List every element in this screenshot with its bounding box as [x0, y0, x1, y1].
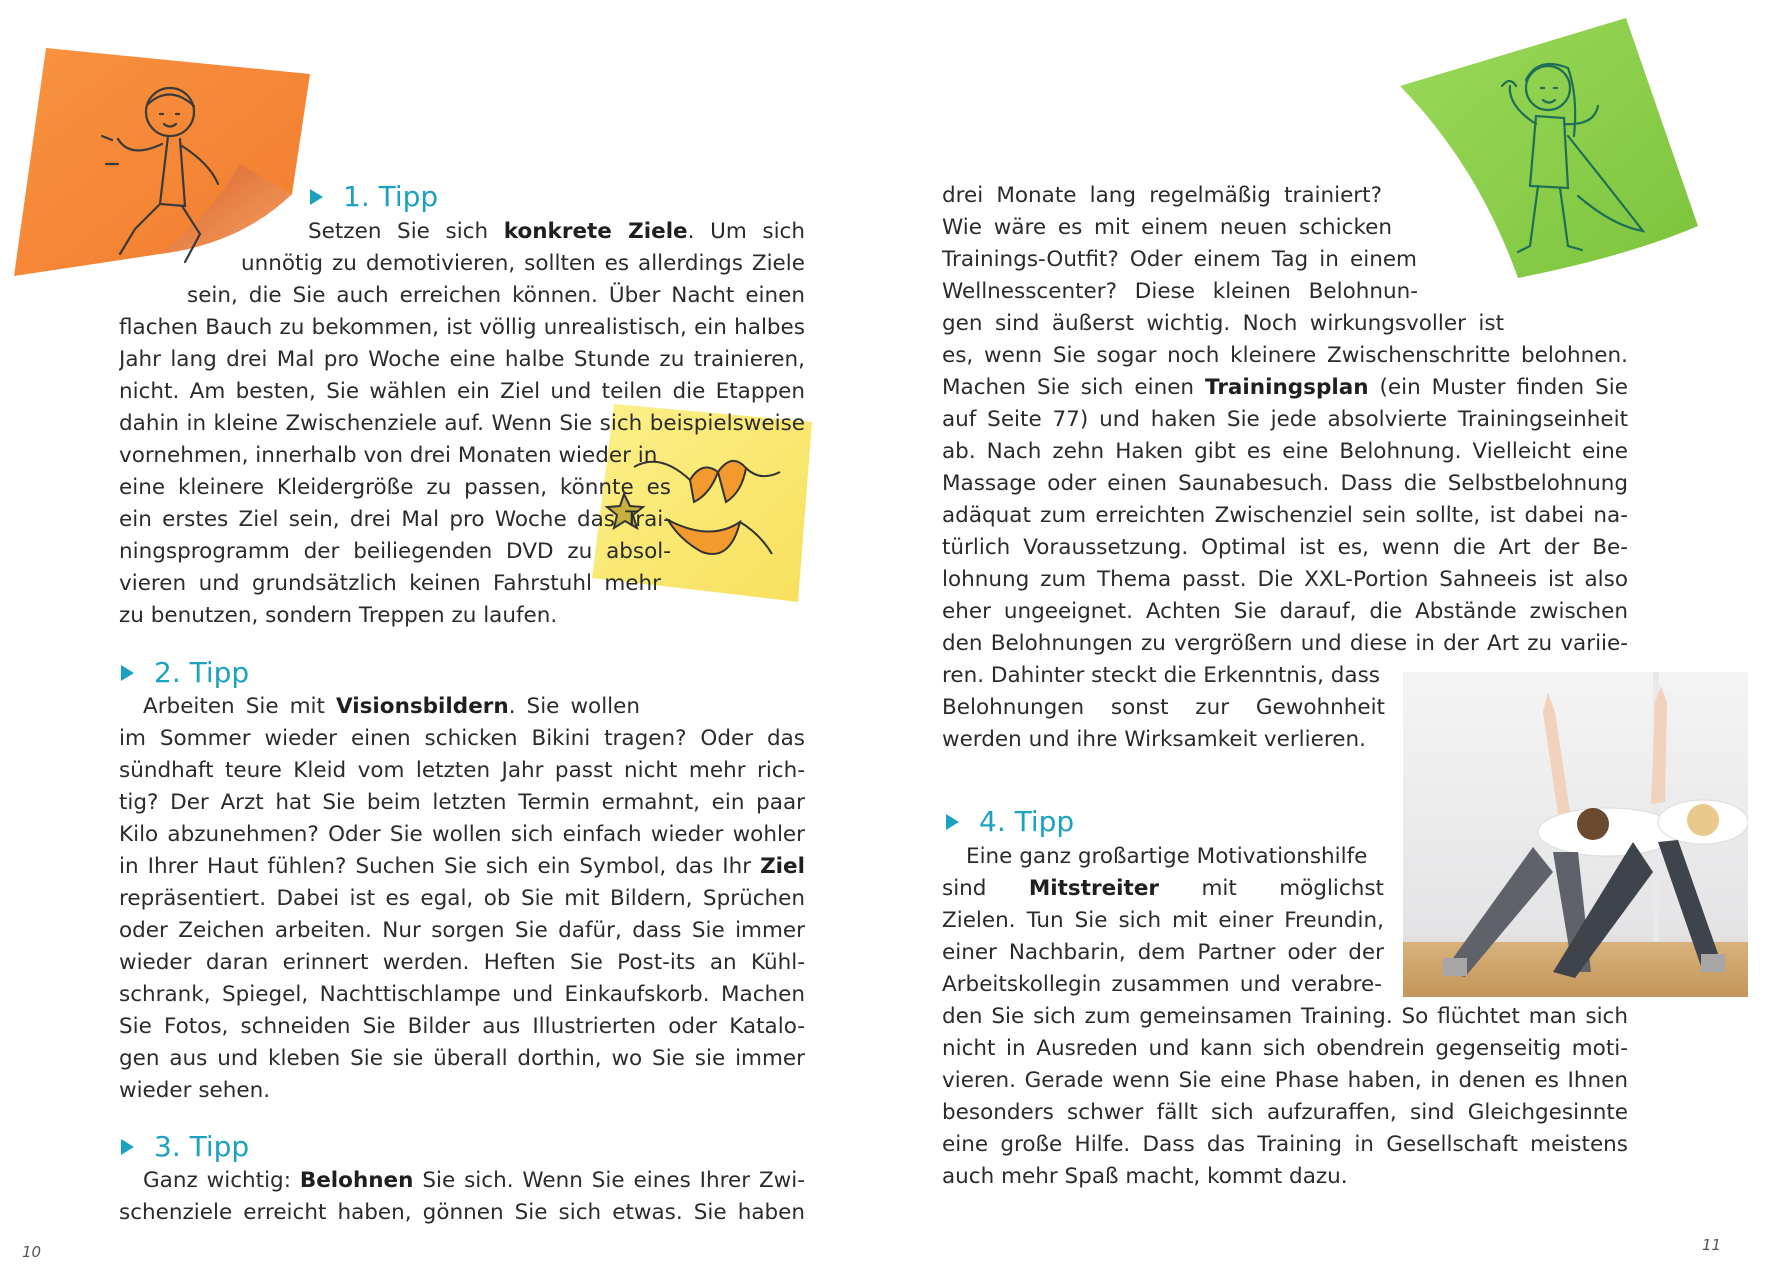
tipp3-cont-line-7: Machen Sie sich einen Trainingsplan (ein Muster finden Sie	[942, 375, 1628, 400]
tipp2-line-9: wieder daran erinnert werden. Heften Sie Post-its an Kühl-	[119, 950, 805, 975]
tipp3-cont-line-18: werden und ihre Wirksamkeit verlieren.	[942, 727, 1366, 752]
tipp1-line-4: flachen Bauch zu bekommen, ist völlig unrealistisch, ein halbes	[119, 315, 805, 340]
tipp1-line-13: zu benutzen, sondern Treppen zu laufen.	[119, 603, 558, 628]
tipp3-cont-line-13: lohnung zum Thema passt. Die XXL-Portion Sahneeis ist also	[942, 567, 1628, 592]
tipp4-heading: 4. Tipp	[946, 805, 1074, 839]
tipp1-line-1: Setzen Sie sich konkrete Ziele. Um sich	[308, 219, 805, 244]
tipp3-cont-line-6: es, wenn Sie sogar noch kleinere Zwischenschritte belohnen.	[942, 343, 1628, 368]
triangle-right-icon	[121, 1139, 134, 1155]
tipp1-line-6: nicht. Am besten, Sie wählen ein Ziel und teilen die Etappen	[119, 379, 805, 404]
tipp1-line-5: Jahr lang drei Mal pro Woche eine halbe Stunde zu trainieren,	[119, 347, 805, 372]
tipp2-heading: 2. Tipp	[121, 656, 249, 690]
tipp2-line-13: wieder sehen.	[119, 1078, 271, 1103]
tipp4-line-6: den Sie sich zum gemeinsamen Training. So flüchtet man sich	[942, 1004, 1628, 1029]
triangle-right-icon	[121, 665, 134, 681]
page-number-left: 10	[22, 1243, 42, 1261]
tipp3-cont-line-12: türlich Voraussetzung. Optimal ist es, wenn die Art der Be-	[942, 535, 1628, 560]
tipp3-cont-line-4: Wellnesscenter? Diese kleinen Belohnun-	[942, 279, 1418, 304]
tipp3-line-1: Ganz wichtig: Belohnen Sie sich. Wenn Sie eines Ihrer Zwi-	[143, 1168, 805, 1193]
tipp2-line-11: Sie Fotos, schneiden Sie Bilder aus Illustrierten oder Katalo-	[119, 1014, 805, 1039]
tipp2-line-4: tig? Der Arzt hat Sie beim letzten Termin ermahnt, ein paar	[119, 790, 805, 815]
tipp1-line-8: vornehmen, innerhalb von drei Monaten wieder in	[119, 443, 658, 468]
tipp1-line-9: eine kleinere Kleidergröße zu passen, könnte es	[119, 475, 671, 500]
tipp3-cont-line-2: Wie wäre es mit einem neuen schicken	[942, 215, 1392, 240]
triangle-right-icon	[946, 814, 959, 830]
tipp3-cont-line-17: Belohnungen sonst zur Gewohnheit	[942, 695, 1385, 720]
tipp4-line-11: auch mehr Spaß macht, kommt dazu.	[942, 1164, 1348, 1189]
tipp4-line-2: sind Mitstreiter mit möglichst	[942, 876, 1384, 901]
green-sticky-note	[1398, 16, 1708, 281]
tipp2-line-5: Kilo abzunehmen? Oder Sie wollen sich einfach wieder wohler	[119, 822, 805, 847]
tipp2-line-3: sündhaft teure Kleid vom letzten Jahr passt nicht mehr rich-	[119, 758, 805, 783]
tipp3-cont-line-10: Massage oder einen Saunabesuch. Dass die Selbstbelohnung	[942, 471, 1628, 496]
tipp4-line-3: Zielen. Tun Sie sich mit einer Freundin,	[942, 908, 1384, 933]
tipp4-line-8: vieren. Gerade wenn Sie eine Phase haben, in denen es Ihnen	[942, 1068, 1628, 1093]
tipp3-cont-line-11: adäquat zum erreichten Zwischenziel sein sollte, ist dabei na-	[942, 503, 1628, 528]
tipp2-line-2: im Sommer wieder einen schicken Bikini tragen? Oder das	[119, 726, 805, 751]
tipp3-cont-line-5: gen sind äußerst wichtig. Noch wirkungsvoller ist	[942, 311, 1504, 336]
tipp1-line-7: dahin in kleine Zwischenziele auf. Wenn Sie sich beispielsweise	[119, 411, 805, 436]
tipp4-line-10: eine große Hilfe. Dass das Training in Gesellschaft meistens	[942, 1132, 1628, 1157]
triangle-right-icon	[310, 189, 323, 205]
tipp2-line-8: oder Zeichen arbeiten. Nur sorgen Sie dafür, dass Sie immer	[119, 918, 805, 943]
page-number-right: 11	[1702, 1236, 1722, 1254]
tipp3-cont-line-3: Trainings-Outfit? Oder einem Tag in einem	[942, 247, 1417, 272]
tipp3-cont-line-1: drei Monate lang regelmäßig trainiert?	[942, 183, 1382, 208]
tipp1-line-12: vieren und grundsätzlich keinen Fahrstuhl mehr	[119, 571, 661, 596]
tipp3-cont-line-9: ab. Nach zehn Haken gibt es eine Belohnung. Vielleicht eine	[942, 439, 1628, 464]
yoga-photo	[1403, 672, 1748, 997]
tipp4-line-5: Arbeitskollegin zusammen und verabre-	[942, 972, 1382, 997]
tipp2-line-7: repräsentiert. Dabei ist es egal, ob Sie mit Bildern, Sprüchen	[119, 886, 805, 911]
tipp1-line-11: ningsprogramm der beiliegenden DVD zu absol-	[119, 539, 671, 564]
tipp2-line-1: Arbeiten Sie mit Visionsbildern. Sie wollen	[143, 694, 640, 719]
tipp3-cont-line-15: den Belohnungen zu vergrößern und diese in der Art zu variie-	[942, 631, 1628, 656]
tipp4-line-9: besonders schwer fällt sich aufzuraffen, sind Gleichgesinnte	[942, 1100, 1628, 1125]
tipp1-line-3: sein, die Sie auch erreichen können. Über Nacht einen	[187, 283, 805, 308]
tipp1-line-10: ein erstes Ziel sein, drei Mal pro Woche das Trai-	[119, 507, 671, 532]
tipp1-line-2: unnötig zu demotivieren, sollten es allerdings Ziele	[241, 251, 805, 276]
tipp3-cont-line-16: ren. Dahinter steckt die Erkenntnis, dass	[942, 663, 1380, 688]
tipp2-line-6: in Ihrer Haut fühlen? Suchen Sie sich ein Symbol, das Ihr Ziel	[119, 854, 805, 879]
tipp4-line-4: einer Nachbarin, dem Partner oder der	[942, 940, 1384, 965]
tipp3-cont-line-8: auf Seite 77) und haken Sie jede absolvierte Trainingseinheit	[942, 407, 1628, 432]
tipp3-line-2: schenziele erreicht haben, gönnen Sie sich etwas. Sie haben	[119, 1200, 805, 1225]
tipp4-line-1: Eine ganz großartige Motivationshilfe	[966, 844, 1368, 869]
tipp3-heading: 3. Tipp	[121, 1130, 249, 1164]
tipp3-cont-line-14: eher ungeeignet. Achten Sie darauf, die Abstände zwischen	[942, 599, 1628, 624]
tipp2-line-10: schrank, Spiegel, Nachttischlampe und Einkaufskorb. Machen	[119, 982, 805, 1007]
tipp1-heading: 1. Tipp	[310, 180, 438, 214]
tipp2-line-12: gen aus und kleben Sie sie überall dorthin, wo Sie sie immer	[119, 1046, 805, 1071]
tipp4-line-7: nicht in Ausreden und kann sich obendrein gegenseitig moti-	[942, 1036, 1628, 1061]
